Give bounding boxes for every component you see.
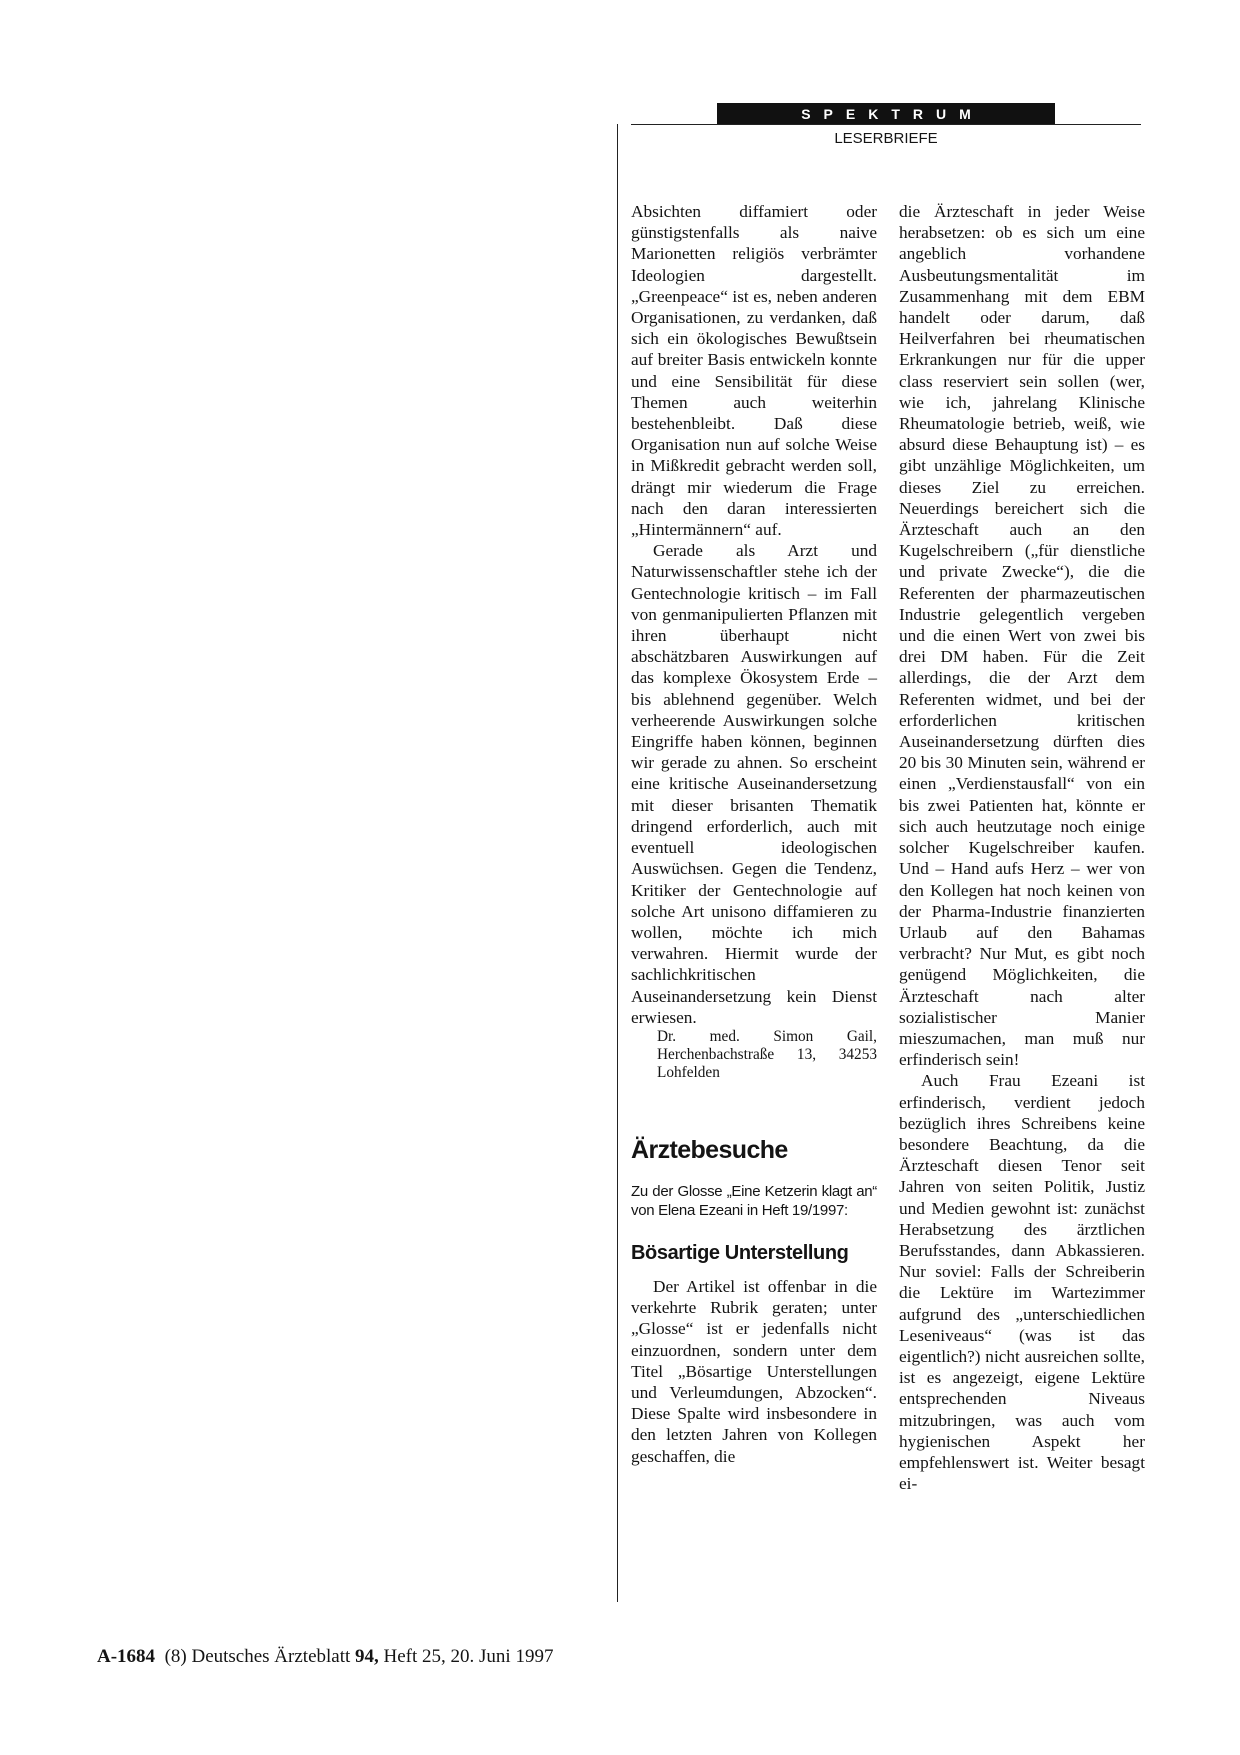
letter-title: Bösartige Unterstellung [631, 1241, 849, 1264]
page-number: A-1684 [97, 1646, 156, 1667]
footer-volume: 94, [355, 1646, 379, 1667]
section-title: Ärztebesuche [631, 1135, 788, 1164]
section-intro: Zu der Glosse „Eine Ketzerin klagt an“ von Elena Ezeani in Heft 19/1997: [631, 1182, 877, 1219]
body-paragraph: die Ärzteschaft in jeder Weise herabsetzen: ob es sich um eine angeblich vorhandene Ausbeutungsmentalität im Zusammenhang mit dem EBM handelt oder darum, daß Heilverfahren bei rheumatischen Erkrankungen nur für die upper class reserviert sein sollen (wer, wie ich, jahrelang Klinische Rheumatologie betrieb, weiß, wie absurd diese Behauptung ist) – es gibt unzählige Möglichkeiten, um dieses Ziel zu erreichen. Neuerdings bereichert sich die Ärzteschaft auch an den Kugelschreibern („für dienstliche und private Zwecke“), die die Referenten der pharmazeutischen Industrie gelegentlich vergeben und die einen Wert von zwei bis drei DM haben. Für die Zeit allerdings, die der Arzt dem Referenten widmet, und bei der erforderlichen kritischen Auseinandersetzung dürften dies 20 bis 30 Minuten sein, während er einen „Verdienstausfall“ von ein bis zwei Patienten hat, könnte er sich auch heutzutage noch einige solcher Kugelschreiber kaufen. Und – Hand aufs Herz – wer von den Kollegen hat noch keinen von der Pharma-Industrie finanzierten Urlaub auf den Bahamas verbracht? Nur Mut, es gibt noch genügend Möglichkeiten, die Ärzteschaft nach alter sozialistischer Manier mieszumachen, man muß nur erfinderisch sein! [899, 202, 1145, 1070]
body-paragraph: Absichten diffamiert oder günstigstenfalls als naive Marionetten religiös verbrämter Ideologien dargestellt. „Greenpeace“ ist es, neben anderen Organisationen, zu verdanken, daß sich ein ökologisches Bewußtsein auf breiter Basis entwickeln konnte und eine Sensibilität für diese Themen auch weiterhin bestehenbleibt. Daß diese Organisation nun auf solche Weise in Mißkredit gebracht werden soll, drängt mir wiederum die Frage nach den daran interessierten „Hintermännern“ auf. [631, 202, 877, 540]
body-paragraph: Der Artikel ist offenbar in die verkehrte Rubrik geraten; unter „Glosse“ ist er jedenfalls nicht einzuordnen, sondern unter dem Titel „Bösartige Unterstellungen und Verleumdungen, Abzocken“. Diese Spalte wird insbesondere in den letzten Jahren von Kollegen geschaffen, die [631, 1276, 877, 1466]
footer-issue: Heft 25, 20. Juni 1997 [383, 1646, 554, 1667]
left-column [631, 201, 877, 1467]
section-header-bar: SPEKTRUM [717, 103, 1055, 125]
letter-signature: Dr. med. Simon Gail, Herchenbachstraße 13, 34253 Lohfelden [657, 1027, 877, 1081]
right-column [899, 201, 1145, 1494]
section-subtitle: LESERBRIEFE [834, 130, 938, 147]
footer-journal: (8) Deutsches Ärzteblatt [164, 1646, 351, 1667]
body-paragraph: Auch Frau Ezeani ist erfinderisch, verdient jedoch bezüglich ihres Schreibens keine besondere Beachtung, da die Ärzteschaft diesen Tenor seit Jahren von seiten Politik, Justiz und Medien gewohnt ist: zunächst Herabsetzung des ärztlichen Berufsstandes, dann Abkassieren. Nur soviel: Falls der Schreiberin die Lektüre im Wartezimmer aufgrund des „unterschiedlichen Leseniveaus“ (was ist das eigentlich?) nicht ausreichen sollte, ist es angezeigt, eigene Lektüre entsprechenden Niveaus mitzubringen, was auch vom hygienischen Aspekt her empfehlenswert ist. Weiter besagt ei- [899, 1071, 1145, 1494]
body-paragraph: Gerade als Arzt und Naturwissenschaftler stehe ich der Gentechnologie kritisch – im Fall von genmanipulierten Pflanzen mit ihren überhaupt nicht abschätzbaren Auswirkungen auf das komplexe Ökosystem Erde – bis ablehnend gegenüber. Welch verheerende Auswirkungen solche Eingriffe haben können, beginnen wir gerade zu ahnen. So erscheint eine kritische Auseinandersetzung mit dieser brisanten Thematik dringend erforderlich, auch mit eventuell ideologischen Auswüchsen. Gegen die Tendenz, Kritiker der Gentechnologie auf solche Art unisono diffamieren zu wollen, möchte ich mich verwahren. Hiermit wurde der sachlichkritischen Auseinandersetzung kein Dienst erwiesen. [631, 541, 877, 1027]
header-rule [631, 124, 1141, 125]
page-footer [97, 1646, 553, 1668]
column-rule [617, 124, 618, 1602]
